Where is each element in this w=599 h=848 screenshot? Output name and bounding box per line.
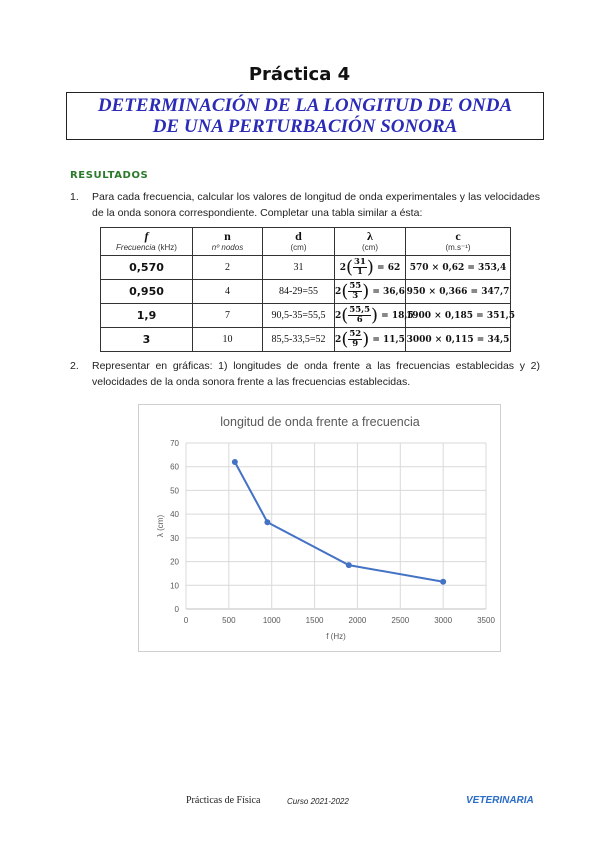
cell-speed: 1900 × 0,185 = 351,5: [406, 304, 511, 328]
cell-speed: 3000 × 0,115 = 34,5: [406, 328, 511, 352]
x-tick-label: 500: [222, 616, 236, 625]
header-unit-italic: nº nodos: [211, 243, 244, 252]
header-symbol: c: [455, 229, 461, 243]
header-unit: [193, 243, 262, 253]
list-item-2: [70, 358, 540, 390]
cell-distance: 31: [263, 256, 335, 280]
paren-open: (: [346, 257, 354, 278]
footer-academic-year: Curso 2021-2022: [287, 797, 349, 806]
cell-distance: 90,5-35=55,5: [263, 304, 335, 328]
cell-speed: 950 × 0,366 = 347,7: [406, 280, 511, 304]
paren-close: ): [362, 329, 370, 350]
cell-frequency: 0,950: [101, 280, 193, 304]
paren-open: (: [341, 329, 349, 350]
header-unit: (cm): [362, 243, 378, 252]
data-point: [232, 459, 238, 465]
cell-wavelength: [335, 304, 414, 328]
cell-nodes: 4: [193, 280, 263, 304]
y-tick-label: 50: [170, 486, 179, 496]
item-text: Para cada frecuencia, calcular los valores de longitud de onda experimentales y las velocidades de la onda sonora correspondiente. Completar una tabla similar a ésta:: [92, 191, 540, 219]
chart: [138, 404, 501, 652]
table-header-cell: [406, 228, 511, 256]
chart-svg: [139, 405, 500, 651]
y-axis-label: λ (cm): [156, 514, 165, 538]
header-unit: (cm): [290, 243, 307, 252]
table-body: [101, 256, 516, 352]
table-row: [101, 280, 511, 304]
heading-line-2: DE UNA PERTURBACIÓN SONORA: [152, 116, 458, 137]
wavelength-factor: 2: [335, 335, 342, 345]
fraction: [348, 282, 362, 301]
wavelength-factor: 2: [335, 287, 342, 297]
header-symbol: λ: [367, 229, 373, 243]
y-tick-label: 20: [170, 557, 179, 567]
fraction-numerator: 31: [354, 257, 366, 267]
fraction: [348, 306, 371, 325]
cell-nodes: 2: [193, 256, 263, 280]
paren-open: (: [341, 305, 349, 326]
results-table: [100, 227, 516, 352]
page-title: Práctica 4: [248, 64, 351, 85]
fraction: [348, 330, 362, 349]
y-tick-label: 0: [174, 605, 179, 614]
wavelength-value: = 62: [373, 263, 401, 273]
x-tick-label: 2500: [391, 616, 410, 625]
table-row: [101, 304, 511, 328]
header-unit: Frecuencia (kHz): [116, 243, 177, 252]
x-tick-label: 3500: [477, 616, 495, 625]
heading-line-1: DETERMINACIÓN DE LA LONGITUD DE ONDA: [97, 95, 513, 116]
footer-course-name: Prácticas de Física: [186, 795, 261, 806]
fraction-numerator: 52: [349, 329, 362, 339]
header-unit-italic: Frecuencia: [116, 243, 156, 252]
cell-frequency: 1,9: [101, 304, 193, 328]
cell-distance: 85,5-33,5=52: [263, 328, 335, 352]
list-item-1: [70, 189, 540, 221]
x-tick-label: 2000: [348, 616, 367, 625]
cell-nodes: 7: [193, 304, 263, 328]
table-header-cell: [263, 228, 335, 256]
table-header-cell: [335, 228, 406, 256]
header-symbol: f: [144, 229, 149, 243]
wavelength-factor: 2: [335, 311, 342, 321]
cell-wavelength: [335, 280, 406, 304]
cell-wavelength: [335, 328, 406, 352]
header-unit: (m.s⁻¹): [445, 243, 471, 252]
fraction-numerator: 55,5: [349, 305, 370, 315]
y-tick-label: 70: [170, 439, 179, 448]
item-text: Representar en gráficas: 1) longitudes de onda frente a las frecuencias establecidas y 2) velocidades de la onda sonora frente a las frecuencias establecidas.: [92, 360, 540, 388]
cell-nodes: 10: [193, 328, 263, 352]
footer-department: VETERINARIA: [466, 795, 534, 806]
table-header-row: [101, 228, 511, 256]
header-symbol: d: [295, 229, 302, 243]
fraction-denominator: 3: [352, 291, 359, 301]
y-tick-label: 30: [170, 533, 179, 543]
table-row: [101, 328, 511, 352]
data-point: [440, 579, 446, 585]
fraction-denominator: 1: [356, 267, 363, 277]
item-number: 2.: [70, 360, 79, 372]
x-tick-label: 0: [183, 616, 189, 625]
fraction-denominator: 9: [352, 339, 359, 349]
y-tick-label: 10: [170, 581, 179, 591]
wavelength-value: = 11,5: [369, 335, 405, 345]
fraction-numerator: 55: [349, 281, 362, 291]
x-tick-label: 1500: [305, 616, 324, 625]
wavelength-factor: 2: [339, 263, 346, 273]
x-axis-label: f (Hz): [326, 632, 346, 641]
cell-wavelength: [335, 256, 406, 280]
paren-open: (: [341, 281, 349, 302]
header-symbol: n: [224, 229, 231, 243]
main-heading: [66, 92, 544, 140]
section-label: RESULTADOS: [70, 170, 149, 181]
table-header-cell: [193, 228, 263, 256]
data-point: [264, 519, 270, 525]
y-tick-label: 60: [170, 462, 179, 472]
cell-frequency: 0,570: [101, 256, 193, 280]
wavelength-value: = 36,6: [369, 287, 405, 297]
cell-speed: 570 × 0,62 = 353,4: [406, 256, 511, 280]
fraction-denominator: 6: [356, 315, 363, 325]
table-row: [101, 256, 511, 280]
x-tick-label: 3000: [434, 616, 453, 625]
y-tick-label: 40: [170, 510, 179, 520]
fraction: [353, 258, 367, 277]
data-point: [346, 562, 352, 568]
item-number: 1.: [70, 191, 79, 203]
paren-close: ): [366, 257, 374, 278]
paren-close: ): [362, 281, 370, 302]
table-header-cell: [101, 228, 193, 256]
wavelength-value: = 18,5: [378, 311, 414, 321]
cell-distance: 84-29=55: [263, 280, 335, 304]
chart-title: longitud de onda frente a frecuencia: [220, 415, 420, 429]
x-tick-label: 1000: [262, 616, 281, 625]
cell-frequency: 3: [101, 328, 193, 352]
paren-close: ): [371, 305, 379, 326]
